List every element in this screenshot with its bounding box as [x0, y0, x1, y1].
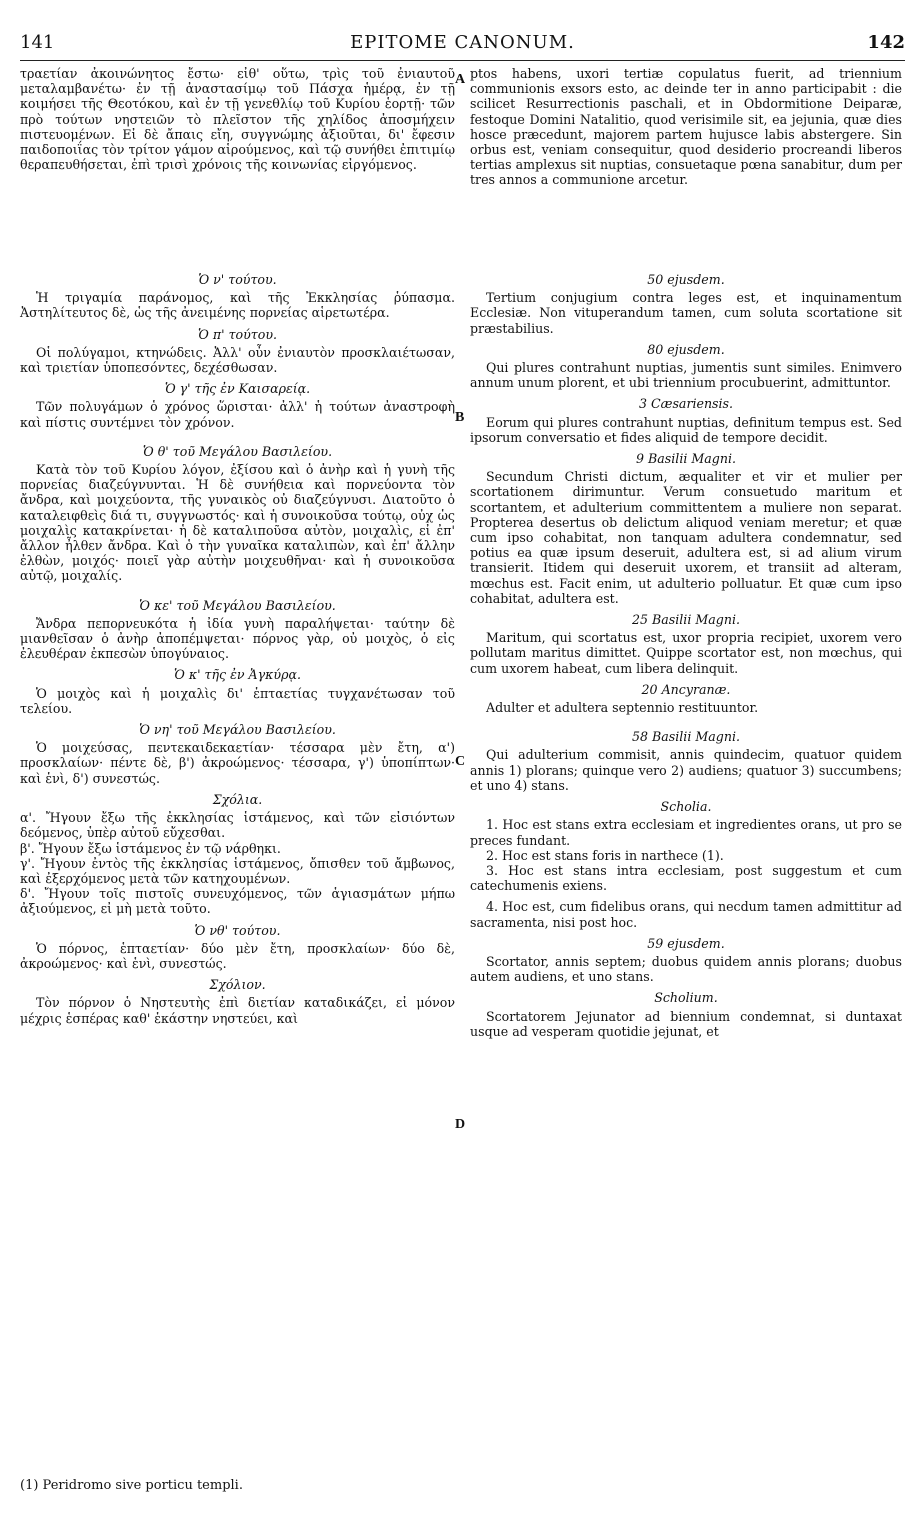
greek-canon-heading: Ὁ π' τούτου. — [198, 326, 277, 342]
latin-canon-heading: 25 Basilii Magni. — [632, 612, 740, 628]
latin-scholion-item: 3. Hoc est stans intra ecclesiam, post suggestum et cum catechumenis exiens. — [470, 862, 902, 894]
greek-paragraph: Τῶν πολυγάμων ὁ χρόνος ὥρισται· ἀλλ' ἡ τούτων ἀναστροφὴ καὶ πίστις συντέμνει τὸν χρόνον. — [20, 399, 455, 430]
greek-canon-heading: Ὁ κ' τῆς ἐν Ἀγκύρᾳ. — [174, 667, 301, 683]
latin-paragraph: ptos habens, uxori tertiæ copulatus fuerit, ad triennium communionis exsors esto, ac deinde ter in anno participabit : die scilicet Resurrectionis paschali, et in Obdormitione Deiparæ, festoque Domini Natalitio, quod verisimile sit, ea jejunia, quæ dies hosce præcedunt, majorem partem hujusce labis abstergere. Sin orbus est, veniam consequitur, quod desiderio procreandi liberos tertias amplexus sit nuptias, consuetaque pœna sanabitur, dum per tres annos a communione arcetur. — [470, 66, 902, 188]
left-page-number: 141 — [20, 32, 55, 53]
greek-scholion-item: β'. Ἤγουν ἔξω ἱστάμενος ἐν τῷ νάρθηκι. — [20, 840, 281, 856]
greek-scholia-heading: Σχόλια. — [212, 791, 263, 807]
latin-paragraph: Secundum Christi dictum, æqualiter et vir et mulier per scortationem dirimuntur. Verum consuetudo maritum et scortantem, et adulterium committentem a muliere non separat. Propterea desertus ob delictum aliquod veniam meretur; et quæ cum ipso cohabitat, non tanquam adultera condemnatur, sed potius ea quæ ipsum deseruit, adultera est, si ad alium virum transierit. Itidem qui deseruit uxorem, et transiit ad alteram, mœchus est. Facit enim, ut adulterio polluatur. Et quæ cum ipso cohabitat, adultera est. — [470, 469, 902, 606]
latin-canon-heading: 59 ejusdem. — [647, 935, 725, 951]
page-header — [20, 32, 905, 61]
latin-paragraph: Eorum qui plures contrahunt nuptias, definitum tempus est. Sed ipsorum conversatio et fides aliquid de tempore decidit. — [470, 414, 902, 445]
latin-scholia-heading: Scholia. — [660, 799, 712, 815]
greek-paragraph: Ἄνδρα πεπορνευκότα ἡ ἰδία γυνὴ παραλήψεται· ταύτην δὲ μιανθεῖσαν ὁ ἀνὴρ ἀποπέμψεται· πόρνος γὰρ, οὐ μοιχὸς, ὁ εἰς ἐλευθέραν ἐκπεσὼν ὑπογύναιος. — [20, 615, 455, 662]
latin-canon-heading: 3 Cæsariensis. — [638, 396, 734, 412]
latin-paragraph: Tertium conjugium contra leges est, et inquinamentum Ecclesiæ. Non vituperandum tamen, cum soluta scortatione sit præstabilius. — [470, 290, 902, 336]
latin-column — [470, 66, 902, 1041]
latin-paragraph: Scortatorem Jejunator ad biennium condemnat, si duntaxat usque ad vesperam quotidie jejunat, et — [470, 1008, 902, 1039]
greek-canon-heading: Ὁ νη' τοῦ Μεγάλου Βασιλείου. — [139, 722, 336, 738]
latin-canon-heading: 80 ejusdem. — [647, 341, 725, 357]
greek-scholion-item: γ'. Ἤγουν ἐντὸς τῆς ἐκκλησίας ἱστάμενος, ὄπισθεν τοῦ ἄμβωνος, καὶ ἐξερχόμενος μετὰ τῶν κατηχουμένων. — [20, 855, 455, 886]
latin-scholion-heading: Scholium. — [654, 990, 718, 1006]
latin-canon-heading: 50 ejusdem. — [647, 272, 725, 287]
margin-marker: B — [455, 410, 465, 425]
margin-marker: D — [455, 1117, 466, 1132]
greek-paragraph: Ὁ πόρνος, ἑπταετίαν· δύο μὲν ἔτη, προσκλαίων· δύο δὲ, ἀκροώμενος· καὶ ἑνὶ, συνεστώς. — [20, 940, 455, 971]
latin-canon-heading: 20 Ancyranæ. — [641, 681, 731, 697]
greek-scholion-heading: Σχόλιον. — [209, 977, 266, 993]
greek-canon-heading: Ὁ γ' τῆς ἐν Καισαρείᾳ. — [164, 381, 311, 397]
latin-paragraph: Qui plures contrahunt nuptias, jumentis sunt similes. Enimvero annum unum plorent, et ubi triennium procubuerint, admittuntor. — [470, 360, 902, 391]
latin-scholion-item: 1. Hoc est stans extra ecclesiam et ingredientes orans, ut pro se preces fundant. — [470, 817, 902, 848]
greek-scholion-item: α'. Ἤγουν ἔξω τῆς ἐκκλησίας ἱστάμενος, καὶ τῶν εἰσιόντων δεόμενος, ὑπὲρ αὐτοῦ εὔχεσθαι. — [20, 810, 455, 841]
footnote: (1) Peridromo sive porticu templi. — [20, 1478, 243, 1493]
latin-canon-heading: 9 Basilii Magni. — [636, 451, 736, 467]
latin-paragraph: Maritum, qui scortatus est, uxor propria recipiet, uxorem vero pollutam maritus dimittet. Quippe scortator est, non mœchus, qui cum uxorem habeat, cum libera delinquit. — [470, 630, 902, 676]
latin-canon-heading: 58 Basilii Magni. — [632, 729, 740, 745]
running-title: EPITOME CANONUM. — [350, 32, 575, 53]
latin-paragraph: Qui adulterium commisit, annis quindecim, quatuor quidem annis 1) plorans; quinque vero 2) audiens; quatuor 3) succumbens; et uno 4) stans. — [470, 747, 902, 793]
greek-canon-heading: Ὁ ν' τούτου. — [198, 272, 277, 287]
latin-scholion-item: 2. Hoc est stans foris in narthece (1). — [486, 847, 724, 863]
greek-paragraph: Ὁ μοιχὸς καὶ ἡ μοιχαλὶς δι' ἑπταετίας τυγχανέτωσαν τοῦ τελείου. — [20, 685, 455, 716]
greek-canon-heading: Ὁ θ' τοῦ Μεγάλου Βασιλείου. — [142, 443, 333, 459]
greek-column — [20, 66, 455, 1028]
margin-marker: A — [455, 72, 466, 87]
greek-paragraph: Οἱ πολύγαμοι, κτηνώδεις. Ἀλλ' οὖν ἐνιαυτὸν προσκλαιέτωσαν, καὶ τριετίαν ὑποπεσόντες, δεχέσθωσαν. — [20, 344, 455, 376]
greek-paragraph: Τὸν πόρνον ὁ Νηστευτὴς ἐπὶ διετίαν καταδικάζει, εἰ μόνον μέχρις ἑσπέρας καθ' ἑκάστην νηστεύει, καὶ — [20, 995, 455, 1026]
greek-paragraph: τραετίαν ἀκοινώνητος ἔστω· εἰθ' οὕτω, τρὶς τοῦ ἐνιαυτοῦ μεταλαμβανέτω· ἐν τῇ ἀναστασίμῳ τοῦ Πάσχα ἡμέρᾳ, ἐν τῇ κοιμήσει τῆς Θεοτόκου, καὶ ἐν τῇ γενεθλίῳ τοῦ Κυρίου ἑορτῇ· τῶν πρὸ τούτων νηστειῶν τὸ πλεῖστον τῆς χηλίδος ἀποσμήχειν πιστευομένων. Εἰ δὲ ἄπαις εἴη, συγγνώμης ἀξιοῦται, δι' ἔφεσιν παιδοποιΐας τὸν τρίτον γάμον αἱρούμενος, καὶ τῷ συνήθει ἐπιτιμίῳ θεραπευθήσεται, ἐπὶ τρισὶ χρόνοις τῆς κοινωνίας εἰργόμενος. — [20, 66, 455, 173]
greek-paragraph: Ὁ μοιχεύσας, πεντεκαιδεκαετίαν· τέσσαρα μὲν ἔτη, α') προσκλαίων· πέντε δὲ, β') ἀκροώμενος· τέσσαρα, γ') ὑποπίπτων· καὶ ἑνὶ, δ') συνεστώς. — [20, 740, 455, 786]
latin-scholion-item: 4. Hoc est, cum fidelibus orans, qui necdum tamen admittitur ad sacramenta, nisi post hoc. — [470, 899, 902, 930]
greek-paragraph: Κατὰ τὸν τοῦ Κυρίου λόγον, ἐξίσου καὶ ὁ ἀνὴρ καὶ ἡ γυνὴ τῆς πορνείας διαζεύγνυνται. Ἡ δὲ συνήθεια καὶ πορνεύοντα τὸν ἄνδρα, καὶ μοιχεύοντα, τῆς γυναικὸς οὐ διαζεύγνυσι. Διατοῦτο ὁ καταλειφθεὶς διά τι, συγγνωστός· καὶ ἡ συνοικοῦσα τούτῳ, οὐχ ὡς μοιχαλὶς κατακρίνεται· ἡ δὲ καταλιποῦσα αὐτὸν, μοιχαλὶς, εἰ ἐπ' ἄλλον ἦλθεν ἄνδρα. Καὶ ὁ τὴν γυναῖκα καταλιπὼν, καὶ ἐπ' ἄλλην ἐλθὼν, μοιχός· ποιεῖ γὰρ αὐτὴν μοιχευθῆναι· καὶ ἡ συνοικοῦσα αὐτῷ, μοιχαλίς. — [20, 462, 455, 584]
right-page-number: 142 — [867, 32, 905, 53]
greek-paragraph: Ἡ τριγαμία παράνομος, καὶ τῆς Ἐκκλησίας ῥύπασμα. Ἀστηλίτευτος δὲ, ὡς τῆς ἀνειμένης πορνείας αἱρετωτέρα. — [20, 290, 455, 321]
greek-canon-heading: Ὁ κε' τοῦ Μεγάλου Βασιλείου. — [139, 597, 336, 613]
margin-marker: C — [455, 754, 466, 769]
latin-paragraph: Scortator, annis septem; duobus quidem annis plorans; duobus autem audiens, et uno stans. — [470, 953, 902, 985]
greek-scholion-item: δ'. Ἤγουν τοῖς πιστοῖς συνευχόμενος, τῶν ἁγιασμάτων μήπω ἀξιούμενος, εἰ μὴ μετὰ τοῦτο. — [20, 886, 455, 917]
greek-canon-heading: Ὁ νθ' τούτου. — [194, 922, 281, 938]
latin-paragraph: Adulter et adultera septennio restituuntor. — [486, 700, 759, 716]
